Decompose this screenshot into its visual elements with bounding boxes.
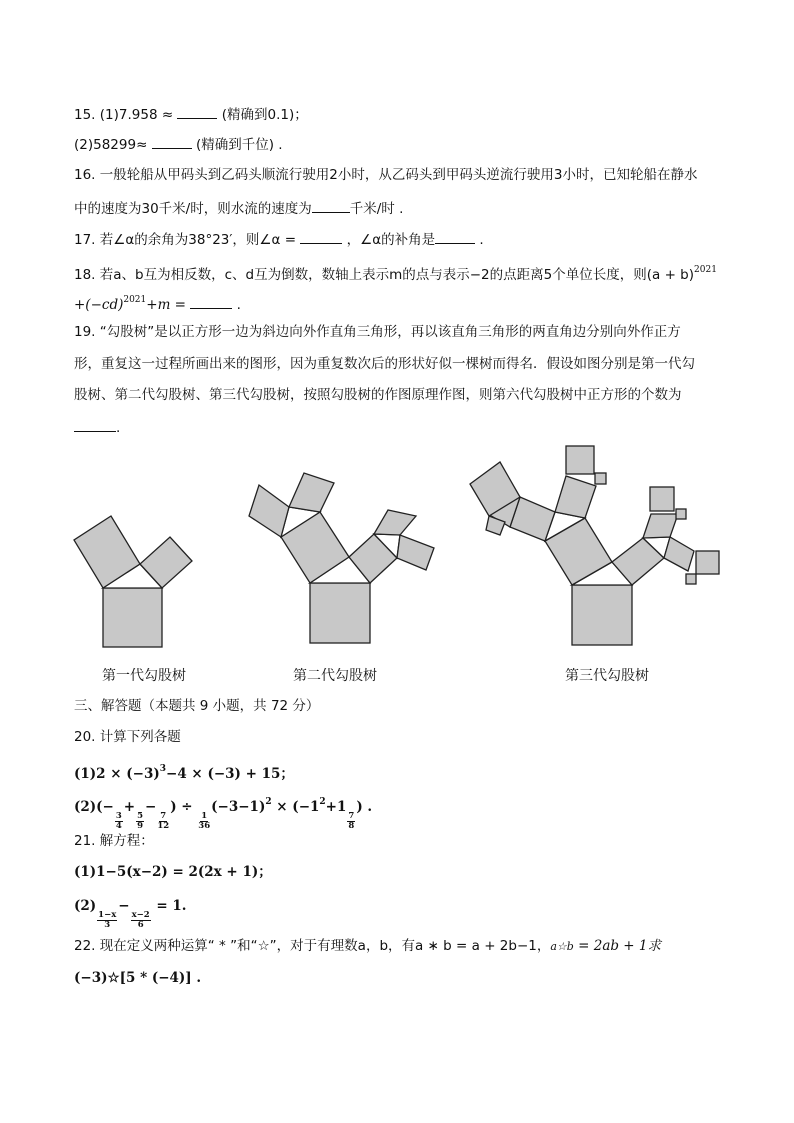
caption-generation-3: 第三代勾股树 — [565, 668, 649, 684]
q21-minus: − — [118, 898, 130, 914]
q15-line1 — [74, 104, 308, 124]
section-three-title: 三、解答题（本题共 9 小题，共 72 分） — [74, 698, 320, 714]
q15-part2-tail: (精确到千位) . — [191, 137, 283, 153]
q18-tail: . — [232, 297, 241, 313]
q20-frac-3: $\frac{7}{12}$ — [157, 811, 170, 831]
q21-p2-open: (2) — [74, 898, 97, 914]
q22-line1-b: a☆b — [550, 940, 574, 953]
q22-line2: (−3)☆[5 * (−4)] . — [74, 970, 202, 986]
tree3-top-small-square — [595, 473, 606, 484]
q19-line3: 股树、第二代勾股树、第三代勾股树，按照勾股树的作图原理作图，则第六代勾股树中正方形的个数为 — [74, 387, 682, 403]
tree3-rl-small-square — [676, 509, 686, 519]
q17-tail: . — [475, 232, 484, 248]
q16-line2-tail: 千米/时 . — [349, 201, 404, 217]
q17-mid: ，∠α的补角是 — [342, 232, 436, 248]
tree3-rr-small-square — [686, 574, 696, 584]
tree3-rr-right-square — [696, 551, 719, 574]
q19-line4 — [74, 417, 120, 437]
q18-line1-text: 18. 若a、b互为相反数，c、d互为倒数，数轴上表示m的点与表示−2的点距离5个单位长度，则(a + b) — [74, 267, 695, 283]
q20-minus: − — [145, 799, 157, 815]
q20-plus: + — [123, 799, 136, 815]
q20-frac-4: $\frac{1}{36}$ — [198, 811, 211, 831]
tree-generation-3 — [470, 446, 719, 645]
q21-part2 — [74, 897, 187, 930]
q17-blank-2[interactable] — [435, 229, 475, 244]
q15-blank-1[interactable] — [177, 104, 217, 119]
q20-frac-2: $\frac{5}{9}$ — [137, 811, 144, 831]
q20-frac-1: $\frac{3}{4}$ — [115, 811, 122, 831]
q15-part2-text: (2)58299≈ — [74, 137, 152, 153]
q16-line1: 16. 一般轮船从甲码头到乙码头顺流行驶用2小时，从乙码头到甲码头逆流行驶用3小时，已知轮船在静水 — [74, 167, 698, 183]
q18-line2-post: +m = — [146, 297, 191, 313]
q19-line1: 19. “勾股树”是以正方形一边为斜边向外作直角三角形，再以该直角三角形的两直角边分别向外作正方 — [74, 324, 681, 340]
tree3-base-square — [572, 585, 632, 645]
q20-part1 — [74, 760, 294, 783]
q16-line2-head: 中的速度为30千米/时，则水流的速度为 — [74, 201, 312, 217]
tree2-lr-square — [289, 473, 334, 512]
q21-p2-end: = 1. — [151, 898, 187, 914]
q21-frac-2: $\frac{x-2}{6}$ — [131, 910, 150, 930]
q22-line1-a: 22. 现在定义两种运算“ * ”和“☆”，对于有理数a，b，有a ∗ b = a + 2b−1， — [74, 938, 551, 954]
q18-exp-2: 2021 — [123, 295, 147, 305]
q18-line2-pre: +(−cd) — [74, 297, 124, 313]
q20-p1-b: −4 × (−3) + 15； — [166, 766, 294, 782]
pythagoras-trees-figure — [0, 440, 794, 680]
q19-line2: 形，重复这一过程所画出来的图形，因为重复数次后的形状好似一棵树而得名．假设如图分别是第一代勾 — [74, 356, 695, 372]
q22-line1 — [74, 937, 661, 956]
q15-part1-tail: (精确到0.1)； — [217, 107, 308, 123]
q20-p1-a: (1)2 × (−3) — [74, 766, 160, 782]
tree3-rr-square — [664, 537, 694, 571]
q20-div: ) ÷ — [170, 799, 198, 815]
caption-generation-1: 第一代勾股树 — [102, 668, 186, 684]
q19-tail: . — [116, 420, 121, 436]
q20-p2-open: (2)(− — [74, 799, 114, 815]
q20-p2-exp2: 2 — [319, 797, 326, 807]
tree-generation-1 — [74, 516, 192, 647]
q17-head: 17. 若∠α的余角为38°23′，则∠α = — [74, 232, 301, 248]
tree3-rl-square — [643, 514, 678, 538]
q18-line1 — [74, 261, 717, 284]
tree-generation-2 — [249, 473, 434, 643]
q20-part2 — [74, 793, 372, 831]
q21-frac-1: $\frac{1-x}{3}$ — [98, 910, 117, 930]
q16-line2 — [74, 198, 403, 218]
q21-title: 21. 解方程： — [74, 833, 154, 849]
q20-p2-times: × (−1 — [271, 799, 320, 815]
q17-line — [74, 229, 484, 249]
q20-title: 20. 计算下列各题 — [74, 729, 181, 745]
tree2-rl-square — [374, 510, 416, 535]
tree3-lr-square — [555, 476, 596, 518]
q18-exp-1: 2021 — [694, 265, 717, 275]
q15-line2 — [74, 134, 283, 154]
q18-blank[interactable] — [190, 294, 232, 309]
q15-part1-text: 15. (1)7.958 ≈ — [74, 107, 178, 123]
tree3-top-square — [566, 446, 594, 474]
q20-p1-exp: 3 — [159, 764, 167, 774]
q15-blank-2[interactable] — [152, 134, 192, 149]
tree1-base-square — [103, 588, 162, 647]
q17-blank-1[interactable] — [300, 229, 342, 244]
q22-line1-c: = 2ab + 1求 — [573, 938, 662, 954]
tree2-ll-square — [249, 485, 289, 537]
tree2-rr-square — [397, 535, 434, 570]
q18-line2 — [74, 291, 241, 314]
tree2-base-square — [310, 583, 370, 643]
q20-p2-plus: +1 — [325, 799, 347, 815]
caption-generation-2: 第二代勾股树 — [293, 668, 377, 684]
q20-p2-exp: 2 — [265, 797, 272, 807]
q20-p2-mid: (−3−1) — [211, 799, 266, 815]
q19-blank[interactable] — [74, 417, 116, 432]
tree3-rl-top-square — [650, 487, 674, 511]
q21-part1: (1)1−5(x−2) = 2(2x + 1)； — [74, 864, 272, 880]
q20-frac-5: $\frac{7}{8}$ — [348, 811, 355, 831]
q16-blank[interactable] — [312, 198, 350, 213]
q20-p2-end: ) . — [356, 799, 373, 815]
